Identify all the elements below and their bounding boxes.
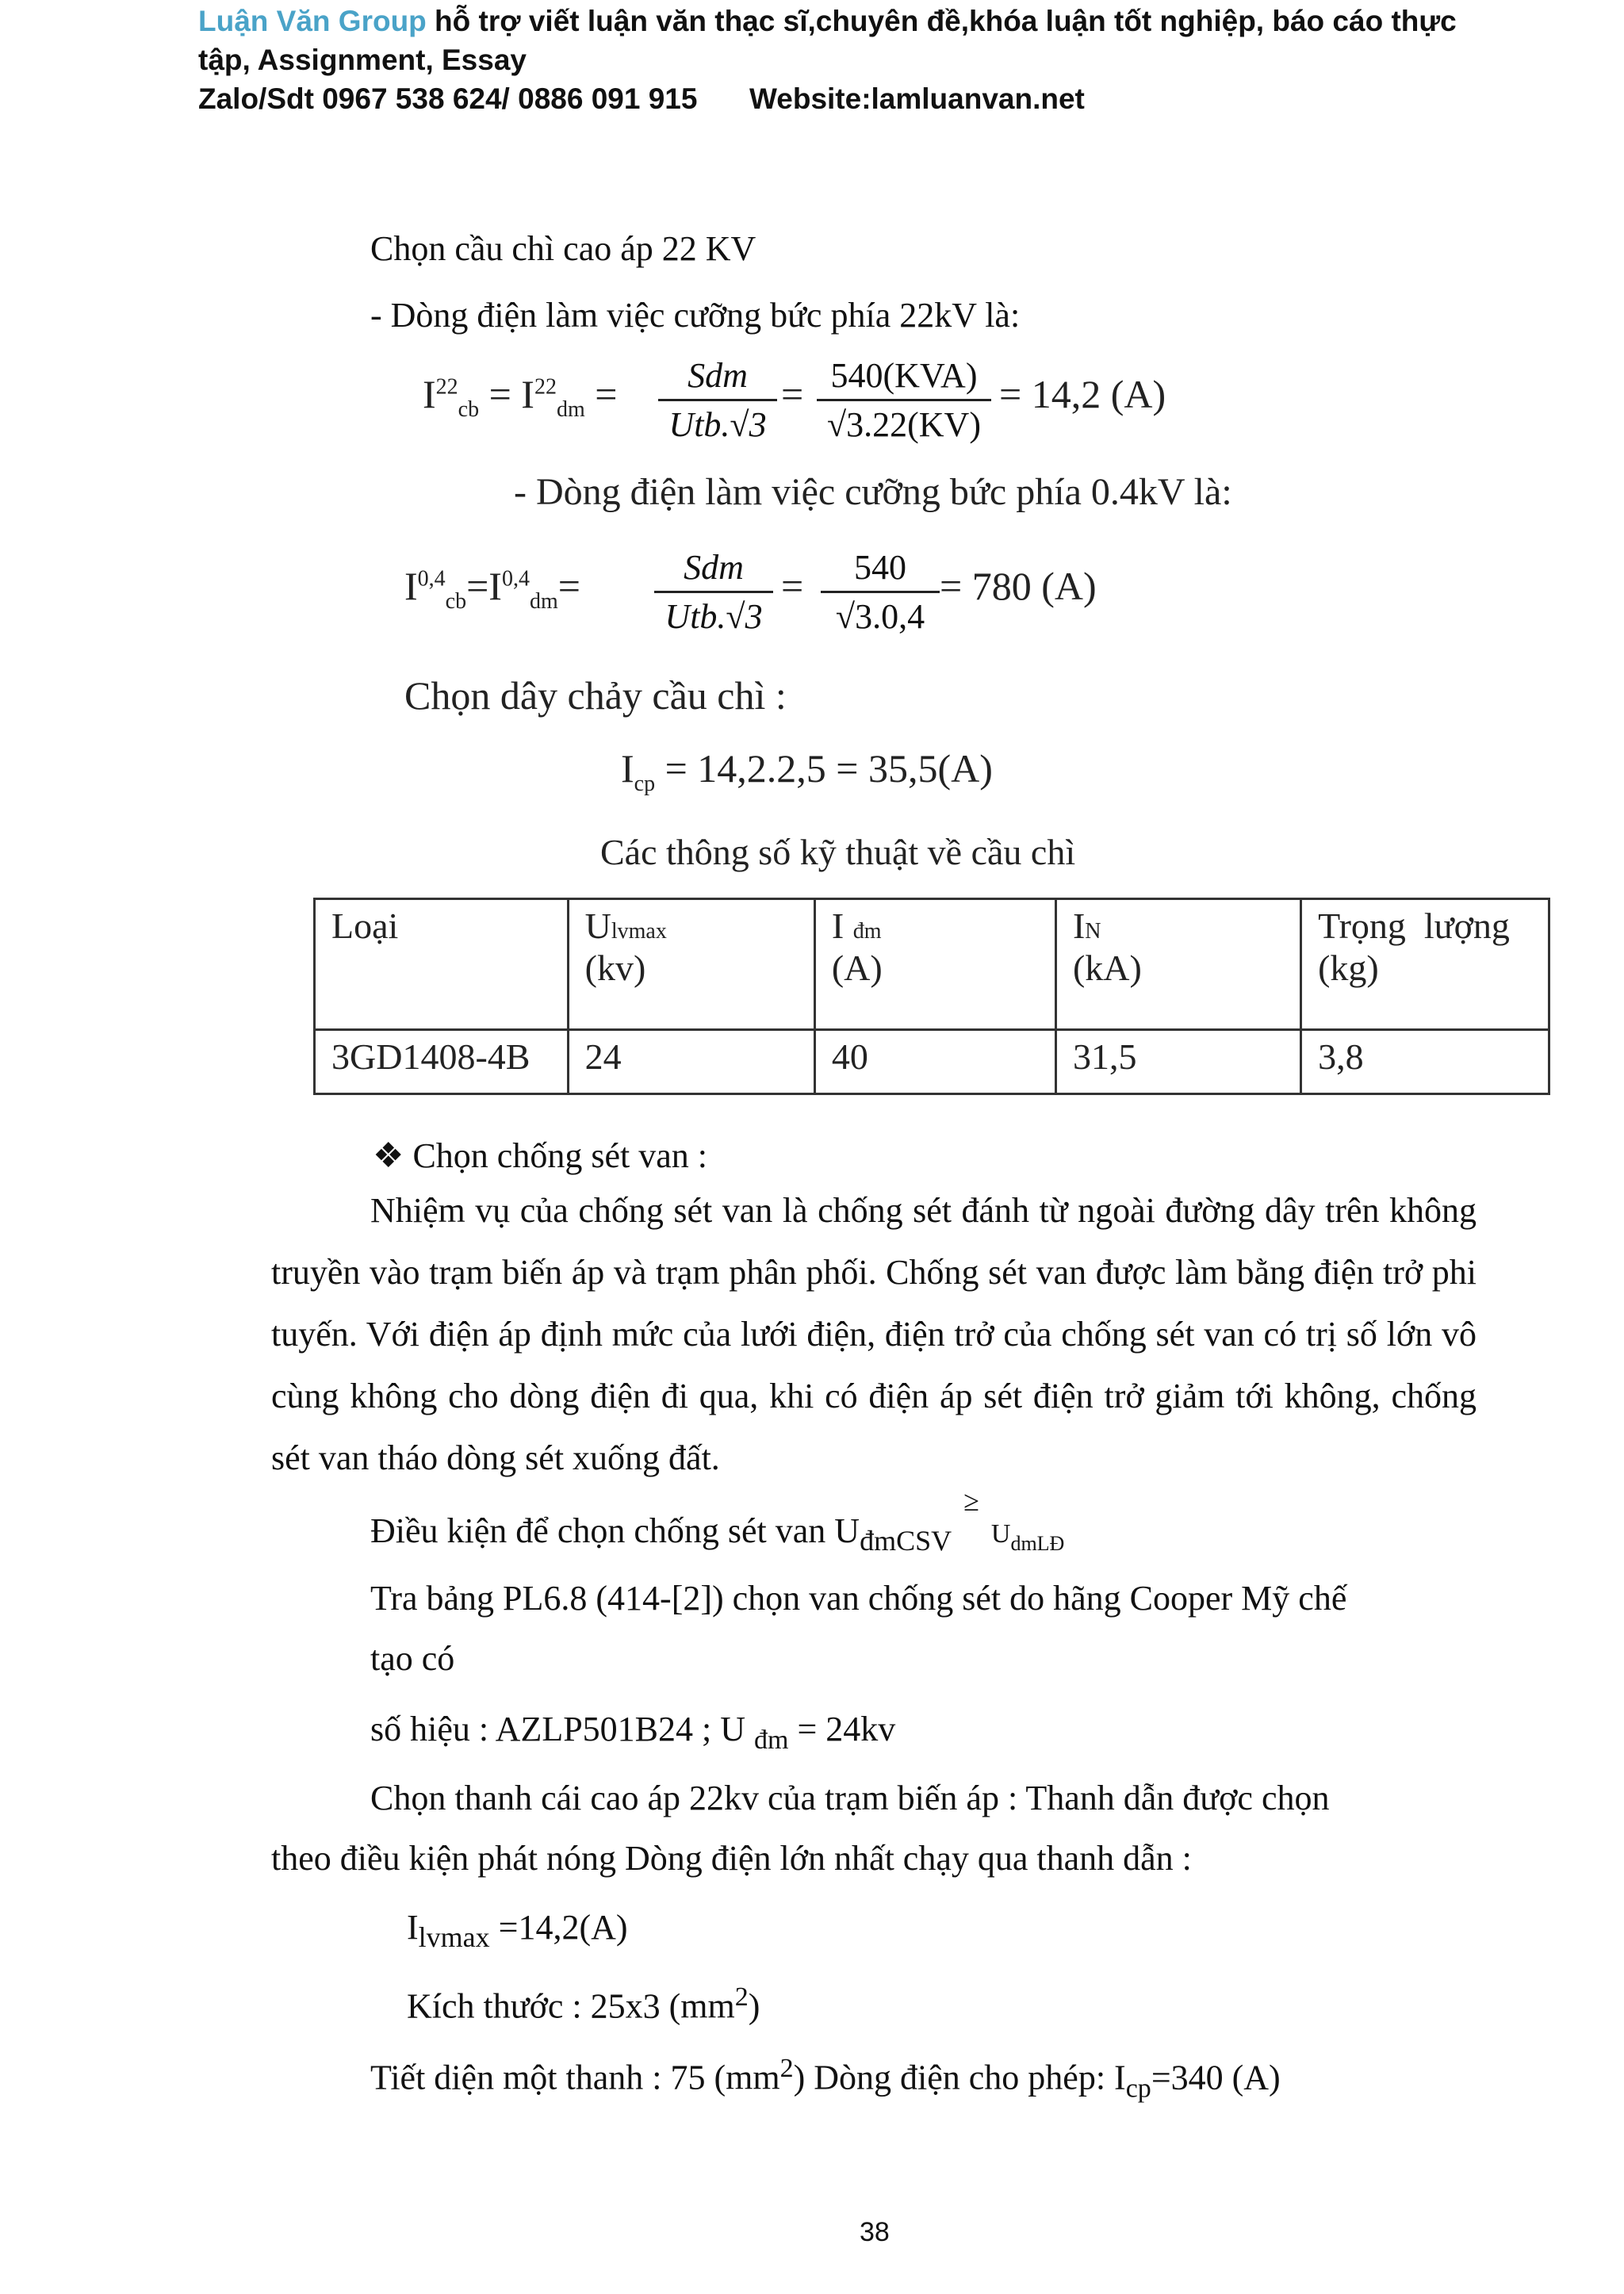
busbar-section: Tiết diện một thanh : 75 $(mm^2)$ Dòng điện cho phép: $I_{cp}=340$ (A) <box>370 2054 1281 2104</box>
table-cell: 3GD1408-4B <box>315 1030 569 1094</box>
lookup-line-2: tạo có <box>370 1639 455 1678</box>
table-header-cell: Loại <box>315 899 569 1030</box>
header-website[interactable]: Website:lamluanvan.net <box>749 82 1085 115</box>
formula-04kv-fraction-2: 540 √3.0,4 <box>821 547 940 637</box>
formula-22kv-lhs: $I^{22}_{cb} = I^{22}_{dm}$ = <box>423 372 618 422</box>
table-cell: 24 <box>568 1030 814 1094</box>
formula-04kv-eq: = <box>781 564 804 608</box>
table-header-cell: IN (kA) <box>1055 899 1300 1030</box>
formula-22kv-result: = 14,2 (A) <box>999 372 1166 416</box>
table-header-cell: Ulvmax (kv) <box>568 899 814 1030</box>
busbar-line-1: Chọn thanh cái cao áp 22kv của trạm biến áp : Thanh dẫn được chọn <box>370 1779 1330 1817</box>
arrester-model: số hiệu : AZLP501B24 ; U $_{đm}$ = 24kv <box>370 1710 896 1755</box>
ilvmax-value: $I_{lvmax} =14,2(A)$ <box>407 1908 628 1953</box>
current-22kv-heading: - Dòng điện làm việc cưỡng bức phía 22kV là: <box>370 296 1021 335</box>
table-cell: 31,5 <box>1055 1030 1300 1094</box>
formula-04kv-lhs: $I^{0,4}_{cb}=I^{0,4}_{dm}=$ <box>404 564 580 614</box>
table-header-row <box>315 899 1549 1030</box>
formula-22kv-eq: = <box>781 372 804 416</box>
table-cell: 3,8 <box>1301 1030 1549 1094</box>
header-tagline: hỗ trợ viết luận văn thạc sĩ,chuyên đề,khóa luận tốt nghiệp, báo cáo thực <box>426 5 1457 37</box>
current-04kv-heading: - Dòng điện làm việc cưỡng bức phía 0.4kV là: <box>514 471 1232 513</box>
formula-icp: $I_{cp} = 14,2.2,5 = 35,5(A)$ <box>621 746 993 796</box>
fuse-wire-heading: Chọn dây chảy cầu chì : <box>404 673 787 718</box>
table-row <box>315 1030 1549 1094</box>
formula-22kv-fraction-1: Sdm Utb.√3 <box>658 355 777 445</box>
lookup-line-1: Tra bảng PL6.8 (414-[2]) chọn van chống sét do hãng Cooper Mỹ chế <box>370 1579 1347 1618</box>
formula-04kv-fraction-1: Sdm Utb.√3 <box>654 547 773 637</box>
table-header-cell: I đm (A) <box>814 899 1055 1030</box>
header-contact <box>198 82 1085 116</box>
page-number: 38 <box>860 2217 890 2247</box>
busbar-line-2: theo điều kiện phát nóng Dòng điện lớn nhất chạy qua thanh dẫn : <box>271 1839 1192 1878</box>
formula-22kv-fraction-2: 540(KVA) √3.22(KV) <box>817 355 991 445</box>
formula-04kv-result: = 780 (A) <box>940 564 1097 608</box>
table-header-cell: Trọng lượng (kg) <box>1301 899 1549 1030</box>
arrester-paragraph: Nhiệm vụ của chống sét van là chống sét đánh từ ngoài đường dây trên không truyền vào trạm biến áp và trạm phân phối. Chống sét van được làm bằng điện trở phi tuyến. Với điện áp định mức của lưới điện, điện trở của chống sét van có trị số lớn vô cùng không cho dòng điện đi qua, khi có điện áp sét điện trở giảm tới không, chống sét van tháo dòng sét xuống đất. <box>271 1191 1477 1477</box>
fuse-specs-table <box>313 898 1550 1095</box>
header-phone: Zalo/Sdt 0967 538 624/ 0886 091 915 <box>198 82 698 115</box>
brand-name: Luận Văn Group <box>198 5 427 37</box>
table-cell: 40 <box>814 1030 1055 1094</box>
table-title: Các thông số kỹ thuật về cầu chì <box>600 832 1076 872</box>
header-line-1 <box>198 5 1457 38</box>
arrester-heading: ❖ Chọn chống sét van : <box>373 1136 707 1175</box>
busbar-size: Kích thước : 25x3 $(mm^2)$ <box>407 1982 760 2026</box>
header-line-2: tập, Assignment, Essay <box>198 44 527 76</box>
arrester-condition: Điều kiện để chọn chống sét van $U_{đmCSV}$ ≥ $U_{dmLĐ}$ <box>370 1485 1065 1557</box>
fuse-heading: Chọn cầu chì cao áp 22 KV <box>370 229 756 268</box>
